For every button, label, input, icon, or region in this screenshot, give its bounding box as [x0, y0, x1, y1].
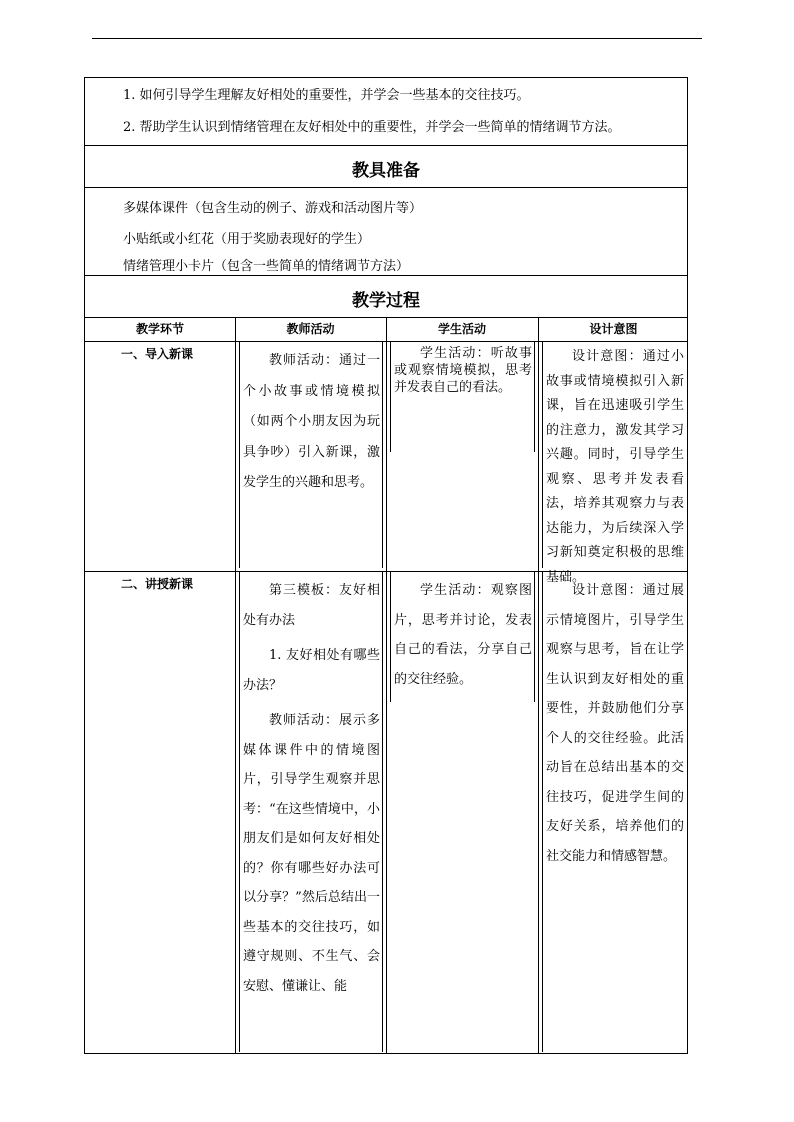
col-head-student: 学生活动: [437, 322, 486, 336]
prep-items-section: [85, 188, 687, 276]
column-divider: [235, 318, 236, 1053]
design-intent-text: 设计意图：通过小故事或情境模拟引入新课，旨在迅速吸引学生的注意力，激发其学习兴趣。同时，引导学生观察、思考并发表看法，培养其观察力与表达能力，为后续深入学习新知奠定积极的思维基础。: [546, 349, 684, 585]
inner-divider: [542, 342, 543, 568]
goal-item-2: 2. 帮助学生认识到情绪管理在友好相处中的重要性，并学会一些简单的情绪调节方法。: [123, 120, 621, 135]
goals-section: [85, 78, 687, 146]
student-activity-text: 学生活动：听故事或观察情境模拟，思考并发表自己的看法。: [394, 346, 532, 395]
inner-divider: [239, 342, 240, 568]
prep-item-3: 情绪管理小卡片（包含一些简单的情绪调节方法）: [123, 259, 410, 274]
prep-title-row: [85, 146, 687, 188]
template-heading: 第三模板：友好相处有办法: [243, 583, 380, 628]
prep-item-1: 多媒体课件（包含生动的例子、游戏和活动图片等）: [123, 201, 423, 216]
question-heading: 1. 友好相处有哪些办法？: [243, 648, 380, 693]
stage-label: 一、导入新课: [121, 347, 194, 361]
process-title: 教学过程: [352, 291, 420, 311]
prep-title: 教具准备: [352, 161, 420, 181]
inner-divider: [382, 572, 383, 1052]
page-header-rule: [92, 38, 702, 39]
lesson-plan-table: [84, 77, 688, 1054]
inner-divider: [390, 342, 391, 452]
inner-divider: [534, 572, 535, 702]
column-divider: [538, 318, 539, 1053]
teacher-activity-cell: [243, 576, 380, 1001]
student-activity-text: 学生活动：观察图片，思考并讨论，发表自己的看法，分享自己的交往经验。: [394, 583, 532, 687]
design-intent-text: 设计意图：通过展示情境图片，引导学生观察与思考，旨在让学生认识到友好相处的重要性，并鼓励他们分享个人的交往经验。此活动旨在总结出基本的交往技巧，促进学生间的友好关系，培养他们的社交能力和情感智慧。: [546, 583, 684, 864]
inner-divider: [542, 572, 543, 1052]
col-head-teacher: 教师活动: [286, 322, 335, 336]
inner-divider: [239, 572, 240, 1052]
teacher-activity-text: 教师活动：通过一个小故事或情境模拟（如两个小朋友因为玩具争吵）引入新课，激发学生的兴趣和思考。: [243, 353, 380, 490]
stage-label: 二、讲授新课: [121, 577, 194, 591]
process-title-row: [85, 276, 687, 318]
goal-item-1: 1. 如何引导学生理解友好相处的重要性，并学会一些基本的交往技巧。: [123, 88, 530, 103]
inner-divider: [382, 342, 383, 568]
teacher-activity-text: 教师活动：展示多媒体课件中的情境图片，引导学生观察并思考：“在这些情境中，小朋友们是如何友好相处的？你有哪些好办法可以分享？”然后总结出一些基本的交往技巧，如遵守规则、不生气、会安慰、懂谦让、能: [243, 713, 380, 994]
col-head-design: 设计意图: [589, 322, 638, 336]
prep-item-2: 小贴纸或小红花（用于奖励表现好的学生）: [123, 232, 371, 247]
column-divider: [386, 318, 387, 1053]
inner-divider: [534, 342, 535, 452]
col-head-stage: 教学环节: [135, 322, 184, 336]
inner-divider: [390, 572, 391, 702]
